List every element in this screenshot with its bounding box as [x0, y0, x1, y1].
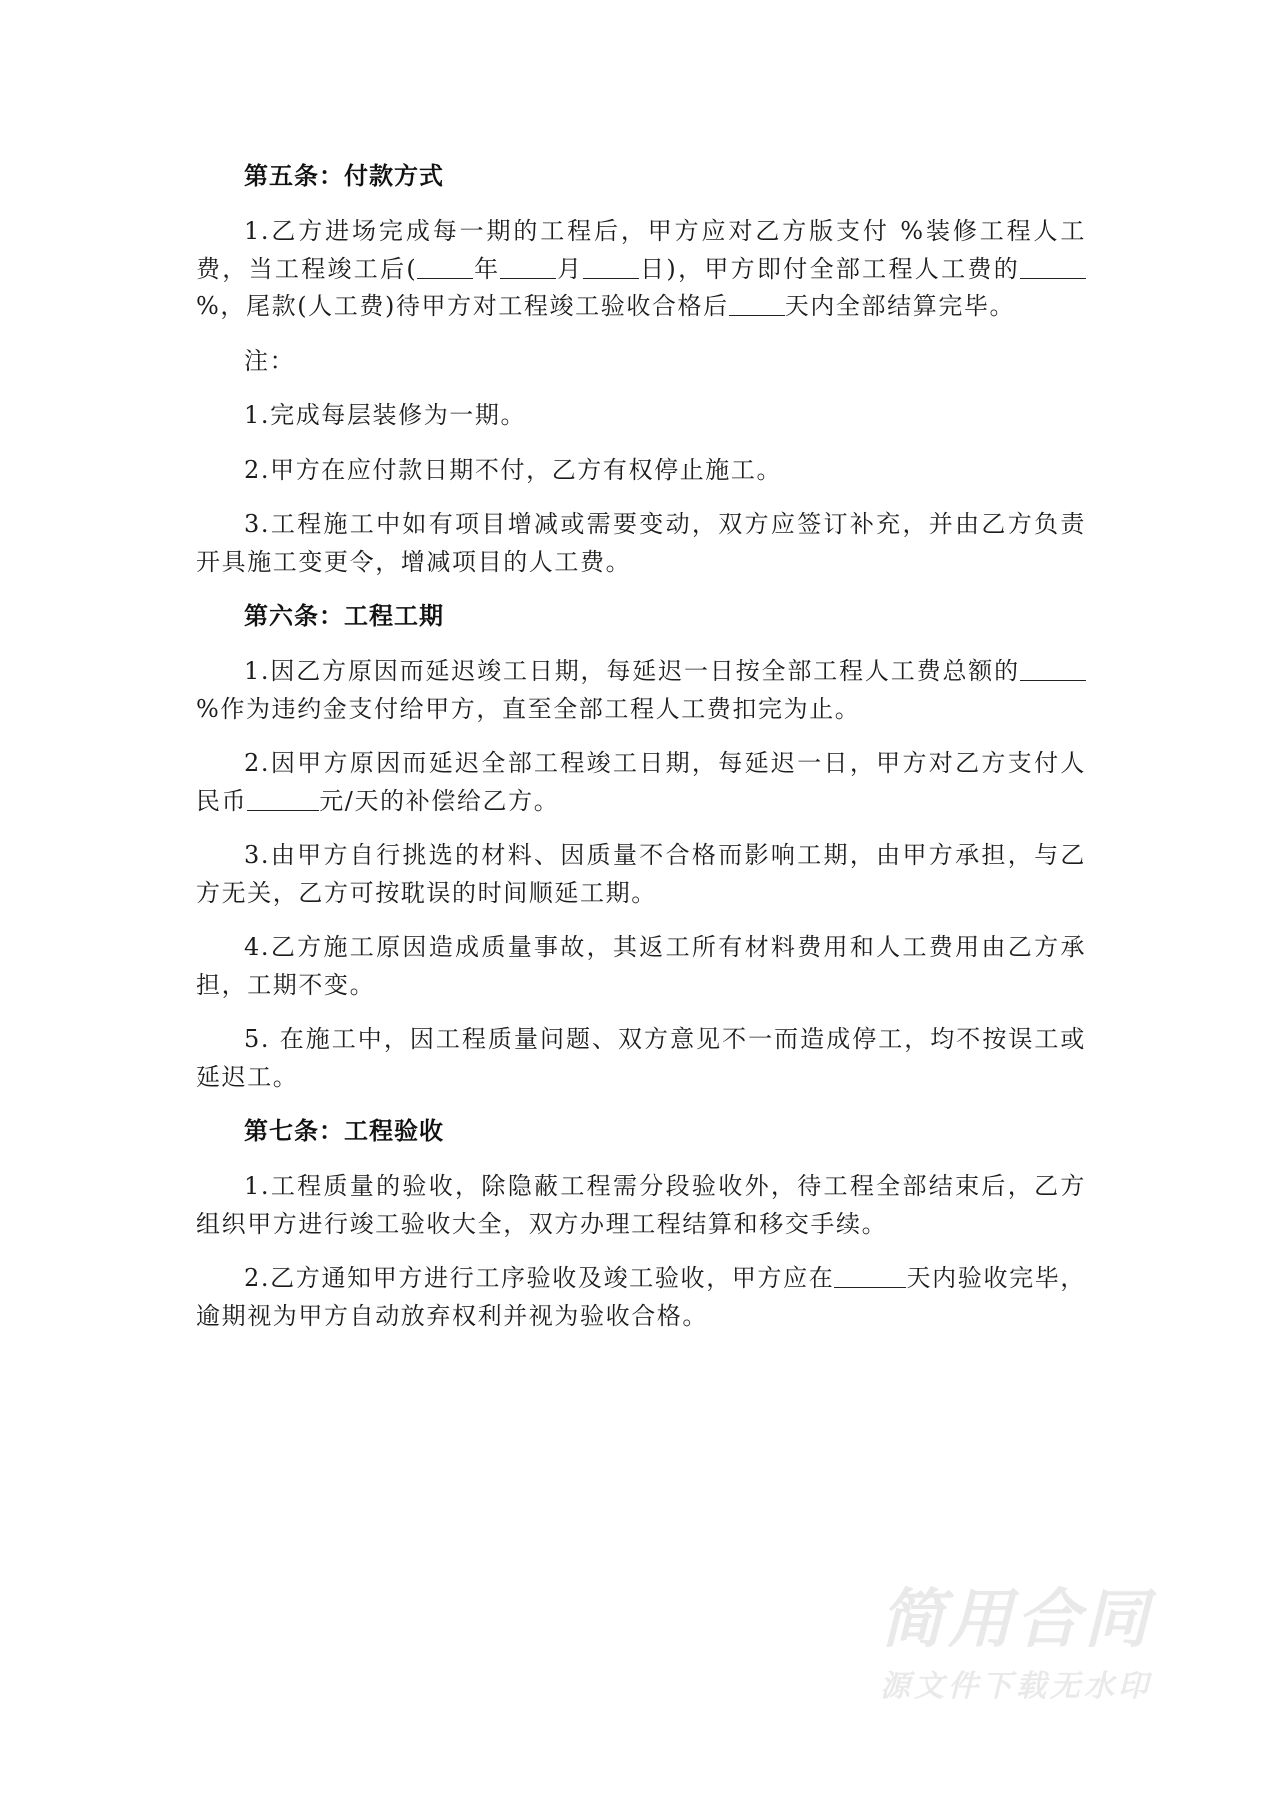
text-segment: %，尾款(人工费)待甲方对工程竣工验收合格后 — [196, 292, 729, 320]
section-heading-schedule: 第六条：工程工期 — [244, 602, 444, 630]
blank-compensation-amount[interactable] — [247, 785, 319, 811]
text-segment: 年 — [473, 254, 501, 283]
blank-acceptance-days[interactable] — [834, 1262, 906, 1288]
blank-day[interactable] — [583, 253, 639, 279]
text-segment: 元/天的补偿给乙方。 — [319, 786, 560, 815]
watermark-title: 简用合同 — [880, 1583, 1152, 1657]
acceptance-clause-1: 1.工程质量的验收，除隐蔽工程需分段验收外，待工程全部结束后，乙方组织甲方进行竣工验收大全，双方办理工程结算和移交手续。 — [196, 1172, 1086, 1238]
text-segment: %作为违约金支付给甲方，直至全部工程人工费扣完为止。 — [196, 694, 861, 723]
payment-clause-1 — [196, 213, 1086, 326]
text-segment: 2.乙方通知甲方进行工序验收及竣工验收，甲方应在 — [244, 1264, 835, 1292]
watermark-subtitle: 源文件下载无水印 — [880, 1669, 1152, 1704]
section-heading-payment: 第五条：付款方式 — [244, 162, 444, 190]
text-segment: 日)，甲方即付全部工程人工费的 — [639, 254, 1020, 283]
blank-month[interactable] — [500, 253, 556, 279]
blank-year[interactable] — [417, 253, 473, 279]
schedule-clause-2 — [196, 745, 1086, 820]
acceptance-clause-2 — [196, 1260, 1086, 1335]
schedule-clause-5: 5. 在施工中，因工程质量问题、双方意见不一而造成停工，均不按误工或延迟工。 — [196, 1025, 1086, 1091]
text-segment: 1.乙方进场完成每一期的工程后，甲方应对乙方版支付 %装修工程人工费，当工程竣工后( — [196, 217, 1086, 283]
text-segment: 天内全部结算完毕。 — [784, 292, 1016, 320]
text-segment: 1.因乙方原因而延迟竣工日期，每延迟一日按全部工程人工费总额的 — [244, 657, 1020, 685]
schedule-clause-4: 4.乙方施工原因造成质量事故，其返工所有材料费用和人工费用由乙方承担，工期不变。 — [196, 933, 1086, 999]
contract-body — [196, 158, 1086, 1352]
schedule-clause-3: 3.由甲方自行挑选的材料、因质量不合格而影响工期，由甲方承担，与乙方无关，乙方可按耽误的时间顺延工期。 — [196, 841, 1086, 907]
text-segment: 2.因甲方原因而延迟全部工程竣工日期，每延迟一日，甲方对乙方支付人民币 — [196, 749, 1086, 815]
note-item-2: 2.甲方在应付款日期不付，乙方有权停止施工。 — [244, 455, 783, 484]
blank-days[interactable] — [729, 290, 785, 316]
watermark — [880, 1585, 1210, 1709]
text-segment: 月 — [556, 254, 584, 283]
schedule-clause-1 — [196, 653, 1086, 728]
note-item-1: 1.完成每层装修为一期。 — [244, 401, 527, 429]
text-segment: 天内验收完毕，逾期视为甲方自动放弃权利并视为验收合格。 — [196, 1264, 1087, 1330]
note-label: 注： — [244, 346, 296, 375]
blank-penalty-percent[interactable] — [1020, 655, 1086, 681]
section-heading-acceptance: 第七条：工程验收 — [244, 1117, 444, 1145]
note-item-3: 3.工程施工中如有项目增减或需要变动，双方应签订补充，并由乙方负责开具施工变更令，增减项目的人工费。 — [196, 510, 1086, 576]
blank-percent[interactable] — [1020, 253, 1086, 279]
